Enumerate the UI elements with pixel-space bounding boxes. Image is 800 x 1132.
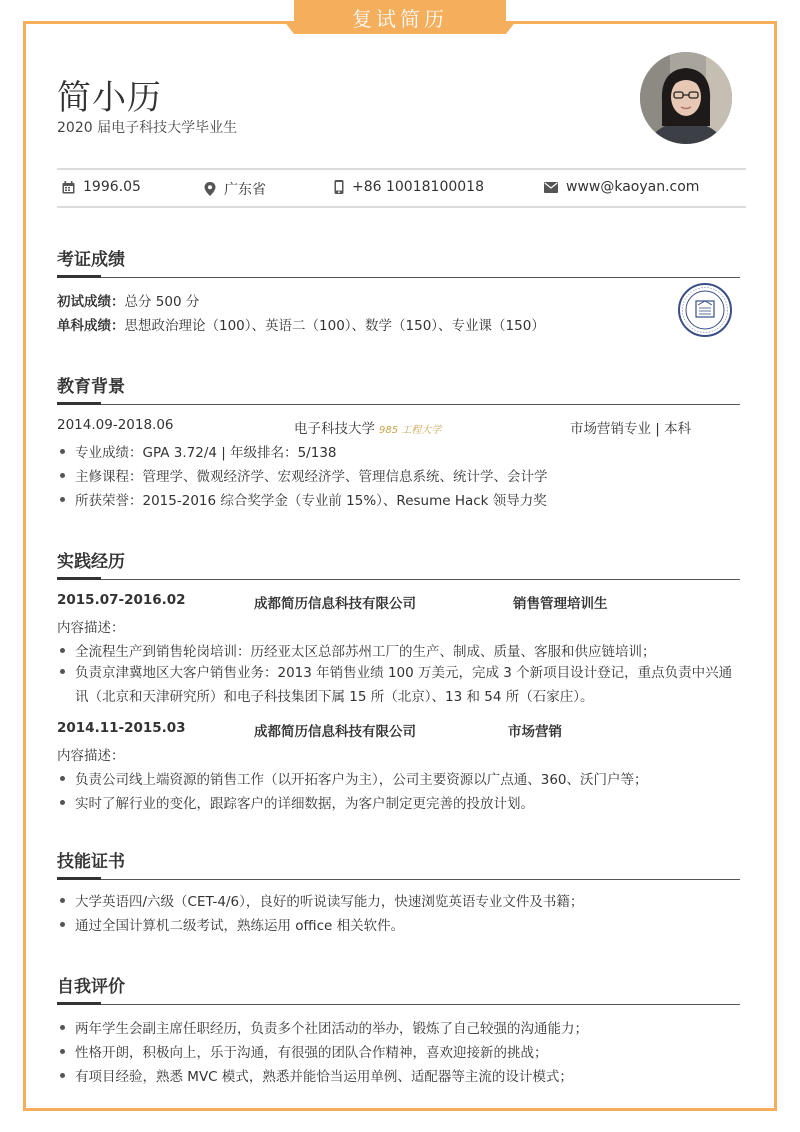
phone-icon [334, 180, 344, 194]
list-item: 性格开朗，积极向上，乐于沟通，有很强的团队合作精神，喜欢迎接新的挑战； [57, 1041, 548, 1061]
section-divider [57, 878, 740, 880]
section-divider [57, 578, 740, 580]
section-title-exam: 考证成绩 [57, 250, 125, 270]
job-role: 市场营销 [508, 724, 562, 740]
section-title-practice: 实践经历 [57, 552, 125, 572]
contact-bar [57, 168, 746, 208]
section-exam [57, 245, 740, 334]
calendar-icon [62, 181, 75, 194]
list-item: 专业成绩：GPA 3.72/4 | 年级排名：5/138 [57, 441, 337, 461]
single-scores: 单科成绩：思想政治理论（100）、英语二（100）、数学（150）、专业课（150） [57, 318, 545, 334]
phone-value: +86 10018100018 [352, 179, 484, 195]
section-title-skills: 技能证书 [57, 852, 125, 872]
job-company: 成都简历信息科技有限公司 [254, 596, 416, 612]
section-education [57, 372, 740, 509]
location-value: 广东省 [224, 182, 266, 198]
job-period: 2014.11-2015.03 [57, 720, 186, 736]
birth-info [62, 179, 141, 195]
section-skills [57, 847, 740, 934]
location-icon [204, 182, 216, 196]
list-item: 全流程生产到销售轮岗培训：历经亚太区总部苏州工厂的生产、制成、质量、客服和供应链培训； [57, 640, 656, 660]
section-title-self: 自我评价 [57, 977, 125, 997]
list-item: 大学英语四/六级（CET-4/6），良好的听说读写能力，快速浏览英语专业文件及书籍； [57, 890, 583, 910]
list-item: 负责京津冀地区大客户销售业务：2013 年销售业绩 100 万美元，完成 3 个新项目设计登记，重点负责中兴通讯（北京和天津研究所）和电子科技集团下属 15 所（北京）、13 和 54 所（石家庄）。 [57, 661, 740, 709]
email-value: www@kaoyan.com [566, 179, 700, 195]
job-company: 成都简历信息科技有限公司 [254, 724, 416, 740]
section-practice [57, 547, 740, 812]
edu-period: 2014.09-2018.06 [57, 417, 174, 433]
university-seal-icon [678, 283, 732, 337]
job-desc-label: 内容描述： [57, 620, 125, 636]
edu-major: 市场营销专业 | 本科 [570, 421, 692, 437]
section-divider [57, 1003, 740, 1005]
header-tab: 复试简历 [294, 0, 506, 34]
section-divider [57, 403, 740, 405]
list-item: 负责公司线上端资源的销售工作（以开拓客户为主），公司主要资源以广点通、360、沃门户等； [57, 768, 648, 788]
section-self [57, 972, 740, 1085]
email-info [544, 179, 699, 195]
mail-icon [544, 182, 558, 193]
section-title-education: 教育背景 [57, 377, 125, 397]
avatar [640, 52, 732, 144]
list-item: 所获荣誉：2015-2016 综合奖学金（专业前 15%）、Resume Hack 领导力奖 [57, 489, 547, 509]
list-item: 两年学生会副主席任职经历，负责多个社团活动的举办，锻炼了自己较强的沟通能力； [57, 1017, 588, 1037]
initial-score: 初试成绩：总分 500 分 [57, 294, 200, 310]
birth-value: 1996.05 [83, 179, 141, 195]
avatar-portrait-icon [640, 52, 732, 144]
list-item: 有项目经验，熟悉 MVC 模式，熟悉并能恰当运用单例、适配器等主流的设计模式； [57, 1065, 573, 1085]
list-item: 通过全国计算机二级考试，熟练运用 office 相关软件。 [57, 914, 404, 934]
location-info [204, 179, 266, 199]
list-item: 实时了解行业的变化，跟踪客户的详细数据，为客户制定更完善的投放计划。 [57, 792, 534, 812]
phone-info [334, 179, 484, 195]
section-divider [57, 276, 740, 278]
candidate-subtitle: 2020 届电子科技大学毕业生 [57, 120, 238, 136]
job-role: 销售管理培训生 [513, 596, 608, 612]
job-period: 2015.07-2016.02 [57, 592, 186, 608]
candidate-name: 简小历 [57, 78, 162, 118]
school-tag: 985 工程大学 [379, 425, 442, 436]
list-item: 主修课程：管理学、微观经济学、宏观经济学、管理信息系统、统计学、会计学 [57, 465, 548, 485]
edu-school: 电子科技大学 985 工程大学 [294, 421, 442, 437]
job-desc-label: 内容描述： [57, 748, 125, 764]
